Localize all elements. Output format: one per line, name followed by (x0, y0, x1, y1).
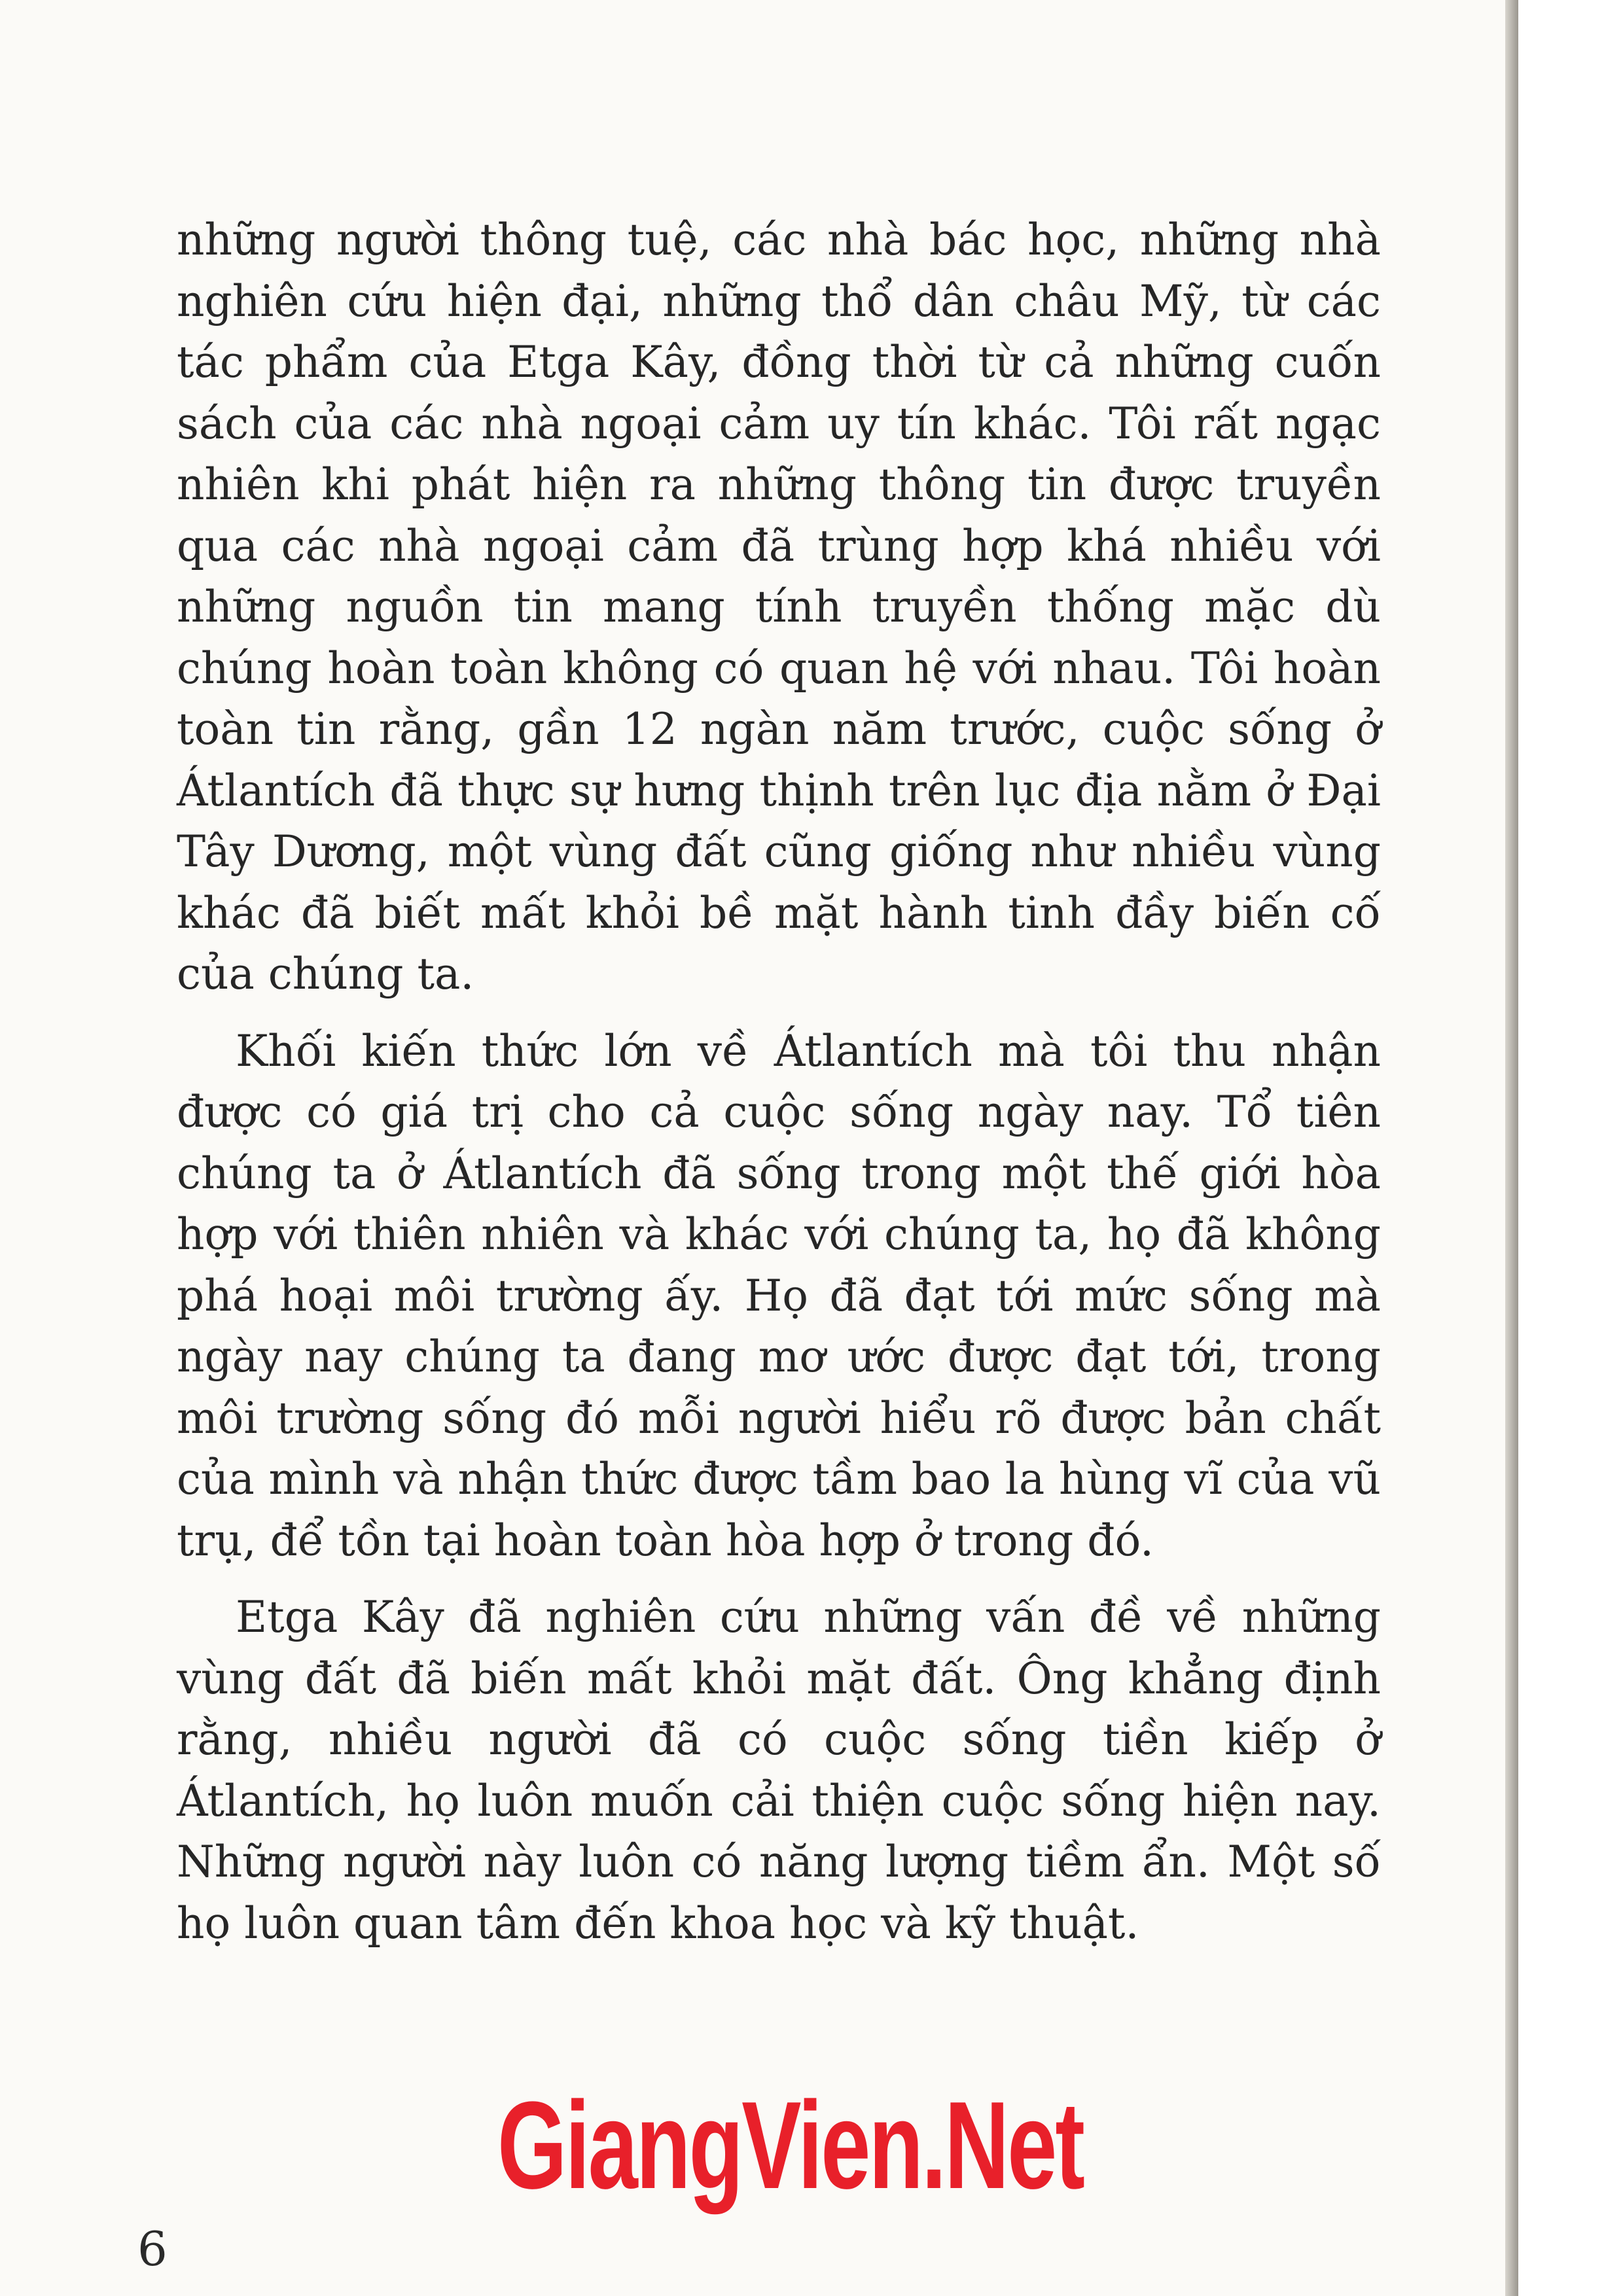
book-spine-shadow (1505, 0, 1518, 2296)
body-text (177, 209, 1381, 1954)
scan-margin (1518, 0, 1623, 2296)
paragraph-3: Etga Kây đã nghiên cứu những vấn đề về những vùng đất đã biến mất khỏi mặt đất. Ông khẳng định rằng, nhiều người đã có cuộc sống tiền kiếp ở Átlantích, họ luôn muốn cải thiện cuộc sống hiện nay. Những người này luôn có năng lượng tiềm ẩn. Một số họ luôn quan tâm đến khoa học và kỹ thuật. (177, 1592, 1381, 1949)
page-number: 6 (137, 2221, 168, 2276)
watermark-logo: GiangVien.Net (497, 2076, 1084, 2215)
paragraph-1: những người thông tuệ, các nhà bác học, những nhà nghiên cứu hiện đại, những thổ dân châu Mỹ, từ các tác phẩm của Etga Kây, đồng thời từ cả những cuốn sách của các nhà ngoại cảm uy tín khác. Tôi rất ngạc nhiên khi phát hiện ra những thông tin được truyền qua các nhà ngoại cảm đã trùng hợp khá nhiều với những nguồn tin mang tính truyền thống mặc dù chúng hoàn toàn không có quan hệ với nhau. Tôi hoàn toàn tin rằng, gần 12 ngàn năm trước, cuộc sống ở Átlantích đã thực sự hưng thịnh trên lục địa nằm ở Đại Tây Dương, một vùng đất cũng giống như nhiều vùng khác đã biết mất khỏi bề mặt hành tinh đầy biến cố của chúng ta. (177, 215, 1381, 999)
paragraph-2: Khối kiến thức lớn về Átlantích mà tôi thu nhận được có giá trị cho cả cuộc sống ngày nay. Tổ tiên chúng ta ở Átlantích đã sống trong một thế giới hòa hợp với thiên nhiên và khác với chúng ta, họ đã không phá hoại môi trường ấy. Họ đã đạt tới mức sống mà ngày nay chúng ta đang mơ ước được đạt tới, trong môi trường sống đó mỗi người hiểu rõ được bản chất của mình và nhận thức được tầm bao la hùng vĩ của vũ trụ, để tồn tại hoàn toàn hòa hợp ở trong đó. (177, 1025, 1381, 1566)
